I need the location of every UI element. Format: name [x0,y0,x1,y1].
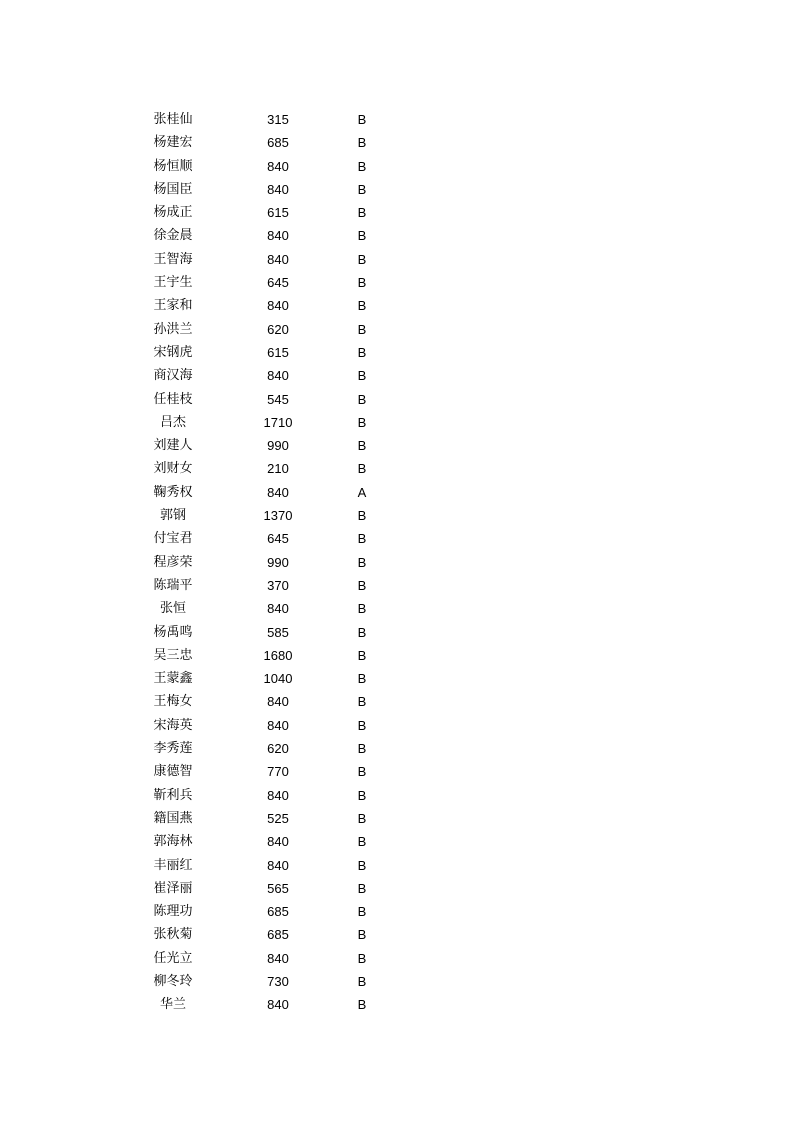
name-cell: 杨恒顺 [153,158,193,174]
name-cell: 王家和 [153,298,193,314]
table-row [0,481,793,504]
name-cell: 郭钢 [159,508,186,524]
grade-cell: B [357,275,367,291]
grade-cell: B [357,205,367,221]
amount-cell: 840 [267,484,289,500]
name-cell: 柳冬玲 [153,973,193,989]
amount-cell: 1370 [263,508,293,524]
name-cell: 张恒 [159,601,186,617]
amount-cell: 840 [267,717,289,733]
amount-cell: 545 [267,391,289,407]
name-cell: 张秋菊 [153,927,193,943]
table-row [0,201,793,224]
table-row [0,947,793,970]
table-row [0,574,793,597]
grade-cell: B [357,391,367,407]
amount-cell: 770 [267,764,289,780]
amount-cell: 685 [267,927,289,943]
amount-cell: 840 [267,787,289,803]
table-row [0,504,793,527]
amount-cell: 730 [267,973,289,989]
amount-cell: 685 [267,135,289,151]
name-cell: 徐金晨 [153,228,193,244]
amount-cell: 645 [267,531,289,547]
amount-cell: 615 [267,344,289,360]
grade-cell: B [357,997,367,1013]
name-cell: 王宇生 [153,275,193,291]
name-cell: 任光立 [153,950,193,966]
amount-cell: 565 [267,880,289,896]
grade-cell: B [357,508,367,524]
amount-cell: 840 [267,228,289,244]
amount-cell: 840 [267,857,289,873]
table-row [0,364,793,387]
table-row [0,667,793,690]
grade-cell: B [357,647,367,663]
name-cell: 王智海 [153,251,193,267]
grade-cell: B [357,135,367,151]
name-cell: 宋钢虎 [153,344,193,360]
grade-cell: B [357,973,367,989]
name-cell: 王梅女 [153,694,193,710]
amount-cell: 620 [267,321,289,337]
amount-cell: 840 [267,694,289,710]
table-row [0,993,793,1016]
name-cell: 杨建宏 [153,135,193,151]
name-cell: 刘建人 [153,438,193,454]
amount-cell: 990 [267,554,289,570]
amount-cell: 1710 [263,414,293,430]
amount-cell: 525 [267,810,289,826]
amount-cell: 1680 [263,647,293,663]
amount-cell: 840 [267,601,289,617]
grade-cell: B [357,531,367,547]
name-cell: 宋海英 [153,717,193,733]
name-cell: 程彦荣 [153,554,193,570]
amount-cell: 315 [267,112,289,127]
name-cell: 陈瑞平 [153,577,193,593]
name-cell: 商汉海 [153,368,193,384]
grade-cell: B [357,251,367,267]
table-row [0,900,793,923]
name-cell: 杨成正 [153,205,193,221]
amount-cell: 620 [267,741,289,757]
table-row [0,621,793,644]
table-row [0,714,793,737]
name-cell: 靳利兵 [153,787,193,803]
name-cell: 鞠秀权 [153,484,193,500]
grade-cell: B [357,554,367,570]
name-cell: 杨国臣 [153,181,193,197]
name-cell: 郭海林 [153,834,193,850]
amount-cell: 840 [267,950,289,966]
grade-cell: B [357,461,367,477]
grade-cell: B [357,904,367,920]
table-row [0,644,793,667]
grade-cell: B [357,880,367,896]
grade-cell: B [357,810,367,826]
name-cell: 王蒙鑫 [153,671,193,687]
amount-cell: 645 [267,275,289,291]
grade-cell: B [357,112,367,127]
table-row [0,830,793,853]
amount-cell: 840 [267,181,289,197]
name-cell: 杨禹鸣 [153,624,193,640]
grade-cell: A [357,484,367,500]
amount-cell: 840 [267,158,289,174]
grade-cell: B [357,787,367,803]
table-row [0,597,793,620]
grade-cell: B [357,438,367,454]
table-row [0,690,793,713]
table-row [0,131,793,154]
grade-cell: B [357,577,367,593]
table-row [0,737,793,760]
grade-cell: B [357,927,367,943]
table-row [0,155,793,178]
table-row [0,784,793,807]
table-row [0,248,793,271]
grade-cell: B [357,694,367,710]
name-cell: 康德智 [153,764,193,780]
amount-cell: 840 [267,368,289,384]
grade-cell: B [357,671,367,687]
table-row [0,760,793,783]
table-row [0,178,793,201]
grade-cell: B [357,414,367,430]
grade-cell: B [357,624,367,640]
table-row [0,411,793,434]
grade-cell: B [357,741,367,757]
table-row [0,854,793,877]
grade-cell: B [357,321,367,337]
table-row [0,923,793,946]
grade-cell: B [357,950,367,966]
grade-cell: B [357,344,367,360]
amount-cell: 585 [267,624,289,640]
amount-cell: 370 [267,577,289,593]
amount-cell: 840 [267,251,289,267]
name-cell: 刘财女 [153,461,193,477]
name-cell: 籍国燕 [153,810,193,826]
name-cell: 付宝君 [153,531,193,547]
data-table [0,108,793,1017]
name-cell: 李秀莲 [153,741,193,757]
grade-cell: B [357,298,367,314]
table-row [0,108,793,131]
amount-cell: 840 [267,997,289,1013]
amount-cell: 840 [267,834,289,850]
grade-cell: B [357,834,367,850]
amount-cell: 615 [267,205,289,221]
amount-cell: 685 [267,904,289,920]
name-cell: 陈理功 [153,904,193,920]
name-cell: 崔泽丽 [153,880,193,896]
name-cell: 任桂枝 [153,391,193,407]
table-row [0,551,793,574]
table-row [0,970,793,993]
table-row [0,434,793,457]
table-row [0,877,793,900]
grade-cell: B [357,601,367,617]
amount-cell: 1040 [263,671,293,687]
amount-cell: 840 [267,298,289,314]
name-cell: 孙洪兰 [153,321,193,337]
grade-cell: B [357,181,367,197]
name-cell: 丰丽红 [153,857,193,873]
grade-cell: B [357,764,367,780]
grade-cell: B [357,228,367,244]
amount-cell: 990 [267,438,289,454]
name-cell: 张桂仙 [153,112,193,127]
table-row [0,271,793,294]
table-row [0,527,793,550]
name-cell: 吕杰 [159,414,186,430]
table-row [0,457,793,480]
table-row [0,807,793,830]
table-row [0,318,793,341]
amount-cell: 210 [267,461,289,477]
grade-cell: B [357,717,367,733]
table-row [0,341,793,364]
name-cell: 华兰 [159,997,186,1013]
table-row [0,388,793,411]
grade-cell: B [357,158,367,174]
grade-cell: B [357,368,367,384]
name-cell: 吴三忠 [153,647,193,663]
table-row [0,224,793,247]
table-row [0,294,793,317]
grade-cell: B [357,857,367,873]
